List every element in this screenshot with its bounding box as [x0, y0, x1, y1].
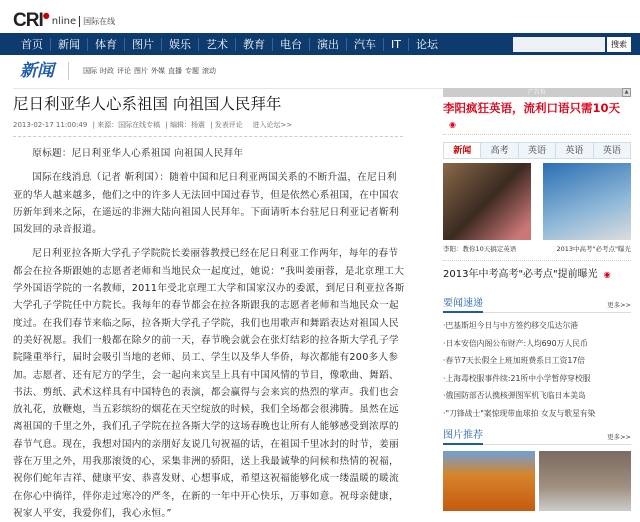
nav-item[interactable]: 论坛: [415, 37, 438, 51]
ad-label: [443, 88, 631, 97]
promo-headline[interactable]: [443, 260, 631, 280]
tab-english[interactable]: 英语: [555, 143, 592, 158]
news-list: [443, 317, 631, 422]
nav-item[interactable]: 汽车: [347, 38, 384, 51]
forum-link[interactable]: 进入论坛>>: [252, 121, 293, 129]
divider: [13, 88, 443, 89]
news-header: [443, 294, 631, 313]
subnav-item[interactable]: 滚动: [202, 67, 216, 75]
ad-label-text: 广告位: [527, 89, 546, 96]
promo-image[interactable]: [543, 163, 631, 240]
subnav-item[interactable]: 图片: [134, 67, 148, 75]
nav-item[interactable]: 娱乐: [162, 38, 199, 51]
sub-nav: [20, 62, 219, 80]
list-item[interactable]: ·巴基斯坦今日与中方签约移交瓜达尔港: [443, 321, 579, 330]
section-title[interactable]: 新闻: [20, 62, 69, 80]
sidebar-tabs: [443, 142, 631, 159]
paragraph: 原标题：尼日利亚华人心系祖国 向祖国人民拜年: [32, 148, 244, 159]
search-input[interactable]: [513, 37, 605, 52]
article-body: [13, 145, 405, 522]
article-title: 尼日利亚华人心系祖国 向祖国人民拜年: [13, 95, 282, 113]
photo-title: 图片推荐: [443, 426, 483, 445]
headline-text: 2013年中考高考"必考点"提前曝光: [443, 269, 598, 280]
list-item[interactable]: ·春节7天长假全上班加班费系日工资17倍: [443, 356, 586, 365]
list-item[interactable]: ·俄国防部否认携核弹图军机飞临日本美岛: [443, 391, 586, 400]
logo-online: nline: [51, 15, 77, 27]
nav-item[interactable]: 演出: [310, 38, 347, 51]
nav-item[interactable]: 新闻: [51, 38, 88, 51]
nav-item[interactable]: 教育: [236, 38, 273, 51]
ad-link[interactable]: [443, 100, 631, 135]
video-icon: ◉: [603, 270, 611, 279]
logo-brand: CRI: [13, 10, 43, 31]
subnav-item[interactable]: 外媒: [151, 67, 165, 75]
nav-item[interactable]: 图片: [125, 38, 162, 51]
logo-cn: 国际在线: [79, 16, 115, 27]
comment-link[interactable]: 发表评论: [214, 121, 243, 129]
video-icon: ◉: [449, 120, 456, 129]
promo-caption[interactable]: 李阳：教你10天搞定英语: [443, 245, 517, 253]
cri-logo[interactable]: [13, 11, 115, 31]
news-title: 要闻速递: [443, 294, 483, 313]
nav-item[interactable]: 体育: [88, 38, 125, 51]
editor: 编辑：杨震: [169, 121, 205, 129]
photo-header: [443, 426, 631, 445]
more-link[interactable]: 更多>>: [607, 433, 631, 441]
subnav-item[interactable]: 直播: [168, 67, 182, 75]
promo-image[interactable]: [443, 163, 531, 240]
list-item[interactable]: ·日本安倍内阁公布财产:人均690万人民币: [443, 338, 588, 348]
tab-english[interactable]: 英语: [593, 143, 630, 158]
nav-item[interactable]: 首页: [14, 38, 51, 51]
promo-images: [443, 163, 631, 240]
list-item[interactable]: ·"刀锋战士"案惊现带血球拍 女友与歌星有染: [443, 408, 596, 418]
subnav-item[interactable]: 时政: [100, 67, 114, 75]
nav-item[interactable]: 艺术: [199, 38, 236, 51]
paragraph: 国际在线消息（记者 靳利国）：随着中国和尼日利亚两国关系的不断升温，在尼日利亚的华人越来越多，他们之中的许多人无法回中国过春节，但是依然心系祖国，在中国农历新年到来之际，在遥远的非洲大陆向祖国人民拜年。下面请听本台驻尼日利亚记者靳利国发回的录音报道。: [13, 172, 399, 236]
nav-item[interactable]: 电台: [273, 38, 310, 51]
photo-images: [443, 451, 631, 511]
publish-date: 2013-02-17 11:00:49: [13, 121, 88, 129]
ad-text: 李阳疯狂英语，流利口语只需10天: [443, 101, 621, 115]
subnav-item[interactable]: 专题: [185, 67, 199, 75]
tab-news[interactable]: 新闻: [444, 143, 480, 158]
source: 来源：国际在线专稿: [97, 121, 161, 129]
paragraph: 尼日利亚拉各斯大学孔子学院院长姜丽蓉教授已经在尼日利亚工作两年，每年的春节都会在拉各斯跟她的志愿者老师和当地民众一起度过，她说：“我叫姜丽蓉，是北京理工大学外国语学院的一名教师，2011年受北京理工大学和国家汉办的委派，到尼日利亚拉各斯大学孔子学院任中方院长。我每年的春节都会在拉各斯跟我的志愿者老师和当地民众一起度过。在我们春节来临之际，拉各斯大学孔子学院，我们也用歌声和舞蹈表达对祖国人民的美好祝愿。我们一般都在除夕的前一天，春节晚会就会在张灯结彩的拉各斯大学孔子学院隆重举行，届时会吸引当地的老师、员工、学生以及华人华侨，每次都能有200多人参加。志愿者、还有尼方的学生，会一起向来宾呈上具有中国风情的节目，像歌曲、舞蹈、书法、剪纸、武术这样具有中国特色的表演，都会赢得与会来宾的热烈的掌声。我们也会放礼花，放鞭炮，当五彩缤纷的烟花在天空绽放的时候，我们全场都会很沸腾。虽然在远离祖国的千里之外，我们孔子学院在拉各斯大学的这场春晚也让所有人能够感受到浓厚的春节气息。现在，我想对国内的亲朋好友说几句祝福的话，在祖国千里冰封的时节，姜丽蓉在万里之外，用我那滚烫的心，采集非洲的骄阳，送上我最诚挚的问候和热情的祝福，祝你们蛇年吉祥、健康平安、恭喜发财、心想事成，希望这祝福能够化成一缕温暖的暖流在你心中徜徉，伴你走过寒冷的严冬，在新的一年中开心快乐，万事如意。祝母亲健康，祝家人平安，我爱你们，我心永恒。”: [13, 248, 405, 519]
more-link[interactable]: 更多>>: [607, 301, 631, 309]
promo-caption[interactable]: 2013中高考"必考点"曝光: [556, 245, 631, 253]
tab-english[interactable]: 英语: [518, 143, 555, 158]
collapse-icon[interactable]: ▲: [622, 88, 631, 97]
article: [13, 94, 405, 522]
logo-dots: ●: [42, 10, 50, 20]
subnav-item[interactable]: 评论: [117, 67, 131, 75]
list-item[interactable]: ·上海毒校服事件续:21所中小学暂停穿校服: [443, 373, 591, 383]
sidebar: [443, 88, 631, 511]
subnav-item[interactable]: 国际: [83, 67, 97, 75]
article-meta: 2013-02-17 11:00:49 | 来源：国际在线专稿 | 编辑：杨震 | 发表评论 进入论坛>>: [13, 120, 403, 137]
photo-image[interactable]: [443, 451, 535, 511]
photo-image[interactable]: [539, 451, 631, 511]
nav-item[interactable]: IT: [384, 38, 409, 51]
search-button[interactable]: 搜索: [607, 37, 631, 52]
tab-gaokao[interactable]: 高考: [480, 143, 517, 158]
